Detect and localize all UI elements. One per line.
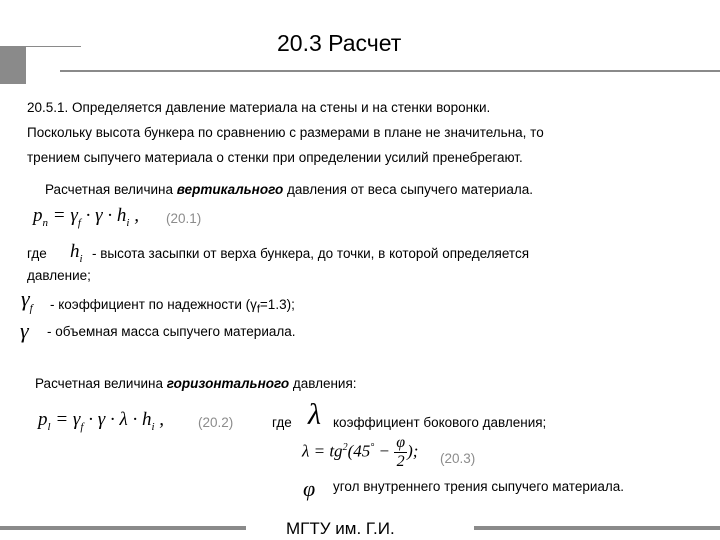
gamma-f-text: - коэффициент по надежности (γ — [50, 297, 257, 312]
where-label-2: где — [272, 415, 292, 430]
formula2-h: h — [141, 409, 152, 430]
gamma-symbol: γ — [20, 318, 29, 343]
horizontal-heading-prefix: Расчетная величина — [35, 376, 167, 391]
formula2-p-sub: l — [47, 420, 51, 433]
formula2-gamma-f-sub: f — [80, 420, 84, 433]
top-left-decor-bar-wide — [16, 46, 26, 84]
gamma-f-symbol-letter: γ — [21, 286, 30, 311]
formula2-gamma-f: γ — [72, 409, 81, 430]
formula3-open: (45 — [347, 441, 371, 461]
formula2-gamma: γ — [97, 409, 106, 430]
formula2-dot-1: · — [83, 409, 98, 430]
formula2-lambda: λ — [119, 409, 128, 430]
formula-p-sub: n — [42, 216, 48, 229]
gamma-f-text-sub: f — [256, 303, 260, 316]
formula-20-1-number: (20.1) — [166, 211, 202, 226]
vertical-heading-prefix: Расчетная величина — [45, 182, 177, 197]
top-decor-line — [26, 46, 81, 47]
lambda-symbol: λ — [308, 398, 321, 431]
footer-university: МГТУ им. Г.И. — [286, 519, 395, 538]
formula-h: h — [116, 205, 127, 226]
formula2-p: p — [38, 409, 48, 430]
vertical-heading-suffix: давления от веса сыпучего материала. — [283, 182, 533, 197]
h-definition-cont: давление; — [27, 268, 91, 283]
top-left-decor-bar — [0, 46, 16, 84]
formula-20-3 — [302, 434, 418, 471]
formula2-dot-3: · — [127, 409, 142, 430]
formula-gamma-f-sub: f — [77, 216, 81, 229]
intro-line-2: Поскольку высота бункера по сравнению с размерами в плане не значительна, то — [27, 125, 544, 140]
formula-eq: = — [48, 205, 71, 226]
gamma-f-definition — [50, 293, 295, 322]
gamma-f-symbol — [21, 286, 33, 314]
formula3-den: 2 — [396, 453, 405, 470]
h-symbol-sub: i — [79, 252, 83, 265]
formula-dot-2: · — [102, 205, 117, 226]
horizontal-heading-emphasis: горизонтального — [166, 376, 290, 391]
formula3-minus: − — [374, 441, 395, 461]
formula-20-2 — [38, 409, 164, 433]
formula3-deg: ° — [370, 441, 375, 453]
formula-gamma: γ — [95, 205, 103, 226]
formula3-lhs: λ = tg — [302, 441, 343, 461]
phi-symbol: φ — [303, 476, 316, 501]
formula-comma: , — [129, 205, 139, 226]
formula-dot-1: · — [80, 205, 96, 226]
page-title: 20.3 Расчет — [277, 30, 402, 56]
formula-h-sub: i — [126, 216, 130, 229]
vertical-heading — [45, 178, 533, 202]
intro-line-3: трением сыпучего материала о стенки при определении усилий пренебрегают. — [27, 150, 523, 165]
lambda-definition: коэффициент бокового давления; — [333, 415, 547, 430]
bottom-right-decor-bar — [474, 526, 720, 530]
formula2-h-sub: i — [151, 420, 155, 433]
formula3-num: φ — [396, 434, 406, 451]
formula2-dot-2: · — [105, 409, 120, 430]
where-label-1: где — [27, 246, 47, 261]
formula3-sup: 2 — [342, 441, 348, 453]
h-symbol-letter: h — [70, 241, 80, 262]
formula3-fraction — [394, 434, 407, 471]
formula-20-3-number: (20.3) — [440, 451, 476, 466]
intro-line-1: 20.5.1. Определяется давление материала на стены и на стенки воронки. — [27, 100, 491, 115]
formula-20-2-number: (20.2) — [198, 415, 234, 430]
formula2-eq: = — [50, 409, 73, 430]
gamma-f-symbol-sub: f — [29, 302, 33, 315]
horizontal-heading — [35, 372, 357, 396]
gamma-definition: - объемная масса сыпучего материала. — [47, 324, 296, 339]
formula-gamma-f: γ — [70, 205, 78, 226]
formula3-close: ); — [407, 441, 419, 461]
gamma-f-value: =1.3); — [259, 297, 295, 312]
vertical-heading-emphasis: вертикального — [176, 182, 284, 197]
horizontal-heading-suffix: давления: — [289, 376, 357, 391]
formula-p: p — [33, 205, 43, 226]
bottom-left-decor-bar — [0, 526, 246, 530]
phi-definition: угол внутреннего трения сыпучего материала. — [333, 479, 625, 494]
h-definition: - высота засыпки от верха бункера, до точки, в которой определяется — [92, 246, 530, 261]
h-symbol — [70, 241, 83, 265]
formula-20-1 — [33, 205, 139, 229]
formula2-comma: , — [154, 409, 164, 430]
top-decor-rule — [60, 70, 720, 72]
